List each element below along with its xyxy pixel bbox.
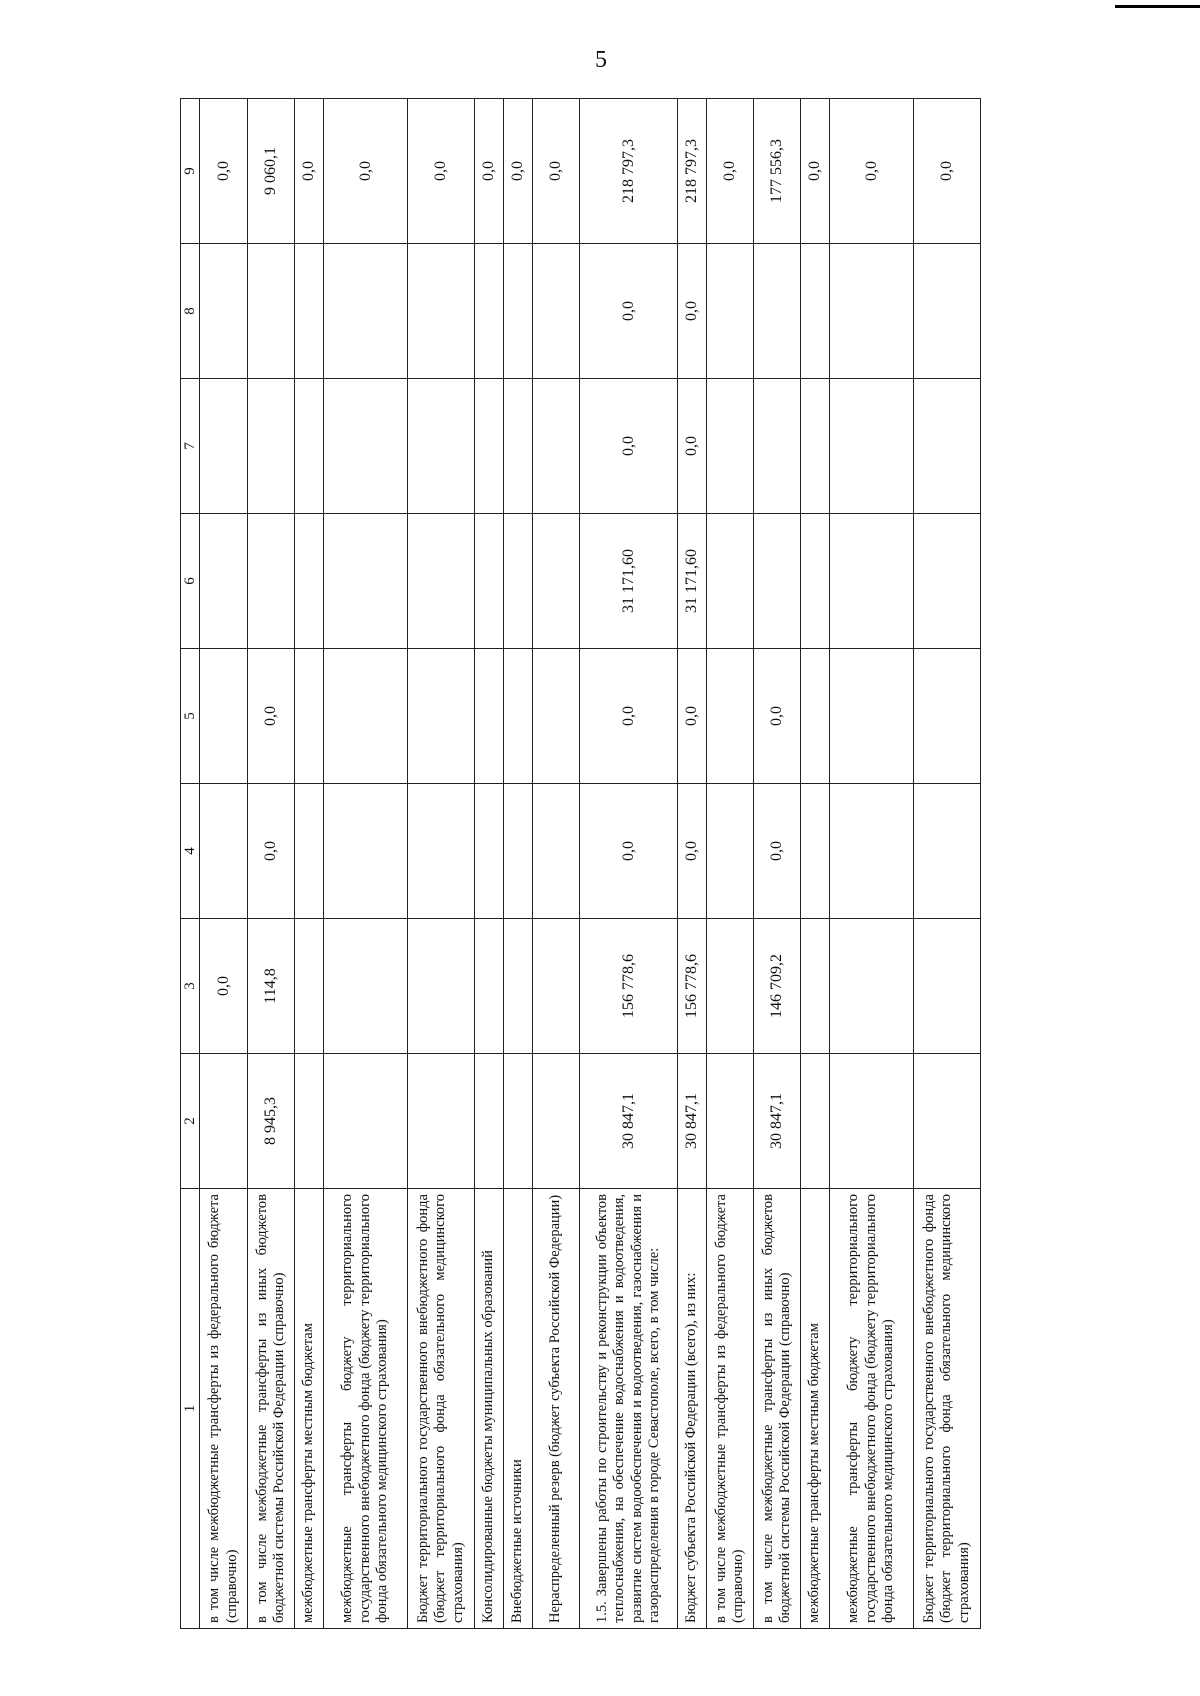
row-value-cell — [295, 244, 324, 379]
table-row — [707, 99, 754, 1629]
row-value-cell — [324, 379, 408, 514]
row-value-cell — [200, 784, 248, 919]
row-value-cell — [408, 784, 475, 919]
row-value-cell — [504, 649, 533, 784]
row-value-cell — [324, 1054, 408, 1189]
rotated-table-container — [180, 99, 1194, 1629]
row-value-cell — [830, 514, 914, 649]
row-value-cell: 177 556,3 — [754, 99, 801, 244]
row-value-cell — [408, 244, 475, 379]
row-value-cell: 9 060,1 — [248, 99, 295, 244]
row-value-cell — [801, 919, 830, 1054]
row-value-cell — [707, 1054, 754, 1189]
row-value-cell — [408, 379, 475, 514]
table-body — [200, 99, 981, 1629]
row-value-cell — [295, 379, 324, 514]
row-value-cell — [533, 784, 580, 919]
row-value-cell — [504, 919, 533, 1054]
row-value-cell — [324, 514, 408, 649]
row-value-cell — [324, 784, 408, 919]
row-value-cell: 0,0 — [580, 784, 678, 919]
row-description-cell: в том числе межбюджетные трансферты из иных бюджетов бюджетной системы Российской Федерации (справочно) — [248, 1189, 295, 1629]
row-value-cell: 0,0 — [754, 784, 801, 919]
row-description-cell: Консолидированные бюджеты муниципальных образований — [475, 1189, 504, 1629]
row-value-cell — [504, 244, 533, 379]
row-value-cell — [707, 244, 754, 379]
row-description-cell: межбюджетные трансферты бюджету территориального государственного внебюджетного фонда (бюджету территориального фонда обязательного медицинского страхования) — [324, 1189, 408, 1629]
row-value-cell — [295, 649, 324, 784]
row-value-cell — [830, 784, 914, 919]
row-value-cell — [408, 514, 475, 649]
row-value-cell: 0,0 — [678, 244, 707, 379]
row-value-cell — [533, 379, 580, 514]
row-value-cell — [707, 919, 754, 1054]
table-row — [408, 99, 475, 1629]
row-value-cell — [830, 379, 914, 514]
row-value-cell: 0,0 — [678, 649, 707, 784]
row-value-cell: 0,0 — [295, 99, 324, 244]
row-description-cell: Нераспределенный резерв (бюджет субъекта Российской Федерации) — [533, 1189, 580, 1629]
row-description-cell: Внебюджетные источники — [504, 1189, 533, 1629]
row-value-cell — [801, 244, 830, 379]
row-value-cell — [914, 514, 981, 649]
row-description-cell: межбюджетные трансферты местным бюджетам — [801, 1189, 830, 1629]
row-value-cell — [475, 244, 504, 379]
page-number: 5 — [595, 47, 607, 73]
table-row — [475, 99, 504, 1629]
header-row — [181, 99, 200, 1629]
table-row — [914, 99, 981, 1629]
table-row — [580, 99, 678, 1629]
row-value-cell — [533, 244, 580, 379]
row-description-cell: в том числе межбюджетные трансферты из федерального бюджета (справочно) — [707, 1189, 754, 1629]
row-value-cell — [200, 514, 248, 649]
row-value-cell — [533, 649, 580, 784]
row-value-cell — [801, 1054, 830, 1189]
row-value-cell: 0,0 — [580, 379, 678, 514]
row-value-cell — [801, 514, 830, 649]
row-value-cell: 0,0 — [533, 99, 580, 244]
table-row — [248, 99, 295, 1629]
row-value-cell — [754, 244, 801, 379]
row-value-cell — [754, 514, 801, 649]
row-value-cell — [801, 649, 830, 784]
row-value-cell — [324, 649, 408, 784]
row-value-cell: 218 797,3 — [678, 99, 707, 244]
row-value-cell — [707, 514, 754, 649]
row-value-cell — [914, 379, 981, 514]
row-value-cell — [707, 784, 754, 919]
row-value-cell: 0,0 — [504, 99, 533, 244]
table-row — [754, 99, 801, 1629]
row-value-cell — [830, 1054, 914, 1189]
row-value-cell: 114,8 — [248, 919, 295, 1054]
row-value-cell — [475, 514, 504, 649]
row-value-cell: 0,0 — [830, 99, 914, 244]
row-value-cell — [475, 784, 504, 919]
row-value-cell — [248, 244, 295, 379]
row-description-cell: Бюджет субъекта Российской Федерации (всего), из них: — [678, 1189, 707, 1629]
column-header: 4 — [181, 784, 200, 919]
row-value-cell — [504, 784, 533, 919]
row-value-cell — [200, 649, 248, 784]
row-value-cell — [830, 649, 914, 784]
row-value-cell: 0,0 — [408, 99, 475, 244]
row-value-cell — [801, 784, 830, 919]
row-value-cell — [408, 1054, 475, 1189]
column-header: 5 — [181, 649, 200, 784]
row-value-cell — [707, 649, 754, 784]
row-value-cell: 0,0 — [678, 379, 707, 514]
row-value-cell — [248, 514, 295, 649]
table-row — [801, 99, 830, 1629]
row-value-cell — [830, 244, 914, 379]
table-row — [295, 99, 324, 1629]
row-value-cell — [754, 379, 801, 514]
column-header: 6 — [181, 514, 200, 649]
row-value-cell — [248, 379, 295, 514]
column-header: 7 — [181, 379, 200, 514]
row-value-cell: 30 847,1 — [580, 1054, 678, 1189]
row-description-cell: межбюджетные трансферты местным бюджетам — [295, 1189, 324, 1629]
row-value-cell — [408, 919, 475, 1054]
row-value-cell — [707, 379, 754, 514]
row-value-cell: 0,0 — [248, 784, 295, 919]
table-row — [200, 99, 248, 1629]
row-value-cell — [533, 1054, 580, 1189]
column-header: 3 — [181, 919, 200, 1054]
column-header: 9 — [181, 99, 200, 244]
table-row — [830, 99, 914, 1629]
row-value-cell — [830, 919, 914, 1054]
row-value-cell: 30 847,1 — [678, 1054, 707, 1189]
row-value-cell — [914, 784, 981, 919]
table-row — [533, 99, 580, 1629]
row-value-cell: 0,0 — [580, 649, 678, 784]
row-value-cell — [200, 244, 248, 379]
column-header: 1 — [181, 1189, 200, 1629]
row-description-cell: Бюджет территориального государственного внебюджетного фонда (бюджет территориального фонда обязательного медицинского страхования) — [914, 1189, 981, 1629]
row-value-cell — [914, 649, 981, 784]
row-value-cell — [200, 379, 248, 514]
row-value-cell — [295, 1054, 324, 1189]
row-value-cell: 0,0 — [248, 649, 295, 784]
row-value-cell — [295, 919, 324, 1054]
budget-table — [180, 98, 981, 1629]
row-value-cell: 146 709,2 — [754, 919, 801, 1054]
table-row — [678, 99, 707, 1629]
row-value-cell: 31 171,60 — [678, 514, 707, 649]
row-value-cell: 0,0 — [707, 99, 754, 244]
row-value-cell — [324, 244, 408, 379]
row-value-cell: 0,0 — [580, 244, 678, 379]
table-row — [324, 99, 408, 1629]
table-row — [504, 99, 533, 1629]
row-value-cell — [295, 784, 324, 919]
row-value-cell: 0,0 — [200, 99, 248, 244]
row-value-cell: 156 778,6 — [678, 919, 707, 1054]
row-value-cell: 0,0 — [754, 649, 801, 784]
row-value-cell: 0,0 — [475, 99, 504, 244]
column-header: 2 — [181, 1054, 200, 1189]
row-description-cell: в том числе межбюджетные трансферты из федерального бюджета (справочно) — [200, 1189, 248, 1629]
row-value-cell: 0,0 — [324, 99, 408, 244]
row-value-cell — [324, 919, 408, 1054]
row-description-cell: Бюджет территориального государственного внебюджетного фонда (бюджет территориального фонда обязательного медицинского страхования) — [408, 1189, 475, 1629]
row-value-cell — [475, 919, 504, 1054]
row-description-cell: в том числе межбюджетные трансферты из иных бюджетов бюджетной системы Российской Федерации (справочно) — [754, 1189, 801, 1629]
top-rule — [1115, 5, 1200, 8]
row-value-cell — [801, 379, 830, 514]
row-value-cell — [504, 514, 533, 649]
row-value-cell — [475, 1054, 504, 1189]
row-value-cell: 218 797,3 — [580, 99, 678, 244]
row-value-cell — [200, 1054, 248, 1189]
row-value-cell: 0,0 — [200, 919, 248, 1054]
row-value-cell — [504, 379, 533, 514]
row-value-cell: 0,0 — [914, 99, 981, 244]
row-value-cell — [475, 379, 504, 514]
row-value-cell — [533, 514, 580, 649]
row-value-cell: 0,0 — [801, 99, 830, 244]
row-value-cell — [295, 514, 324, 649]
row-value-cell — [475, 649, 504, 784]
row-value-cell — [914, 244, 981, 379]
row-value-cell: 156 778,6 — [580, 919, 678, 1054]
row-value-cell — [914, 919, 981, 1054]
column-header: 8 — [181, 244, 200, 379]
row-value-cell — [408, 649, 475, 784]
row-value-cell: 0,0 — [678, 784, 707, 919]
row-value-cell — [914, 1054, 981, 1189]
row-value-cell — [533, 919, 580, 1054]
row-description-cell: 1.5. Завершены работы по строительству и реконструкции объектов теплоснабжения, на обеспечение водоснабжения и водоотведения, развитие систем водообеспечения и водоотведения, газоснабжения и газораспределения в городе Севастополе, всего, в том числе: — [580, 1189, 678, 1629]
row-value-cell: 30 847,1 — [754, 1054, 801, 1189]
row-value-cell — [504, 1054, 533, 1189]
row-description-cell: межбюджетные трансферты бюджету территориального государственного внебюджетного фонда (бюджету территориального фонда обязательного медицинского страхования) — [830, 1189, 914, 1629]
row-value-cell: 31 171,60 — [580, 514, 678, 649]
row-value-cell: 8 945,3 — [248, 1054, 295, 1189]
